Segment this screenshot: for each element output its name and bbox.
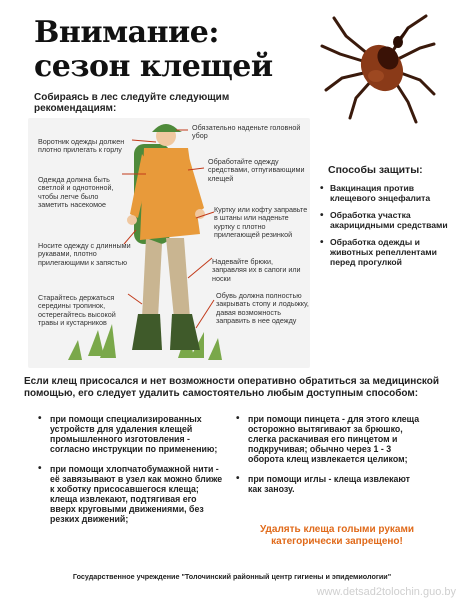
callout-jacket: Куртку или кофту заправьте в штаны или наденьте куртку с плотно прилегающей резинкой (214, 205, 308, 240)
callout-cap: Обязательно наденьте головной убор (192, 123, 301, 141)
callout-repellent: Обработайте одежду средствами, отпугивающими клещей (208, 157, 305, 183)
title-line-2: сезон клещей (34, 49, 273, 84)
page-title (34, 16, 273, 84)
callout-sleeves: Носите одежду с длинными рукавами, плотно прилегающими к запястью (38, 241, 131, 267)
callout-trousers: Надевайте брюки, заправляя их в сапоги или носки (212, 257, 301, 283)
protection-heading: Способы защиты: (328, 164, 423, 176)
callout-collar: Воротник одежды должен плотно прилегать к горлу (38, 137, 125, 155)
callout-shoes: Обувь должна полностью закрывать стопу и лодыжку, давая возможность заправить в нее одежду (216, 291, 309, 326)
warning-text: Удалять клеща голыми руками категорически запрещено! (259, 524, 415, 547)
callout-paths: Старайтесь держаться середины тропинок, остерегайтесь высокой травы и кустарников (38, 293, 116, 328)
title-line-1: Внимание: (34, 15, 219, 50)
removal-method: • при помощи пинцета - для этого клеща осторожно вытягивают за брюшко, слегка раскачивая его пинцетом и подкручивая; обычно через 1 - 3 оборота клещ извлекается целиком; (232, 414, 422, 464)
removal-method: • при помощи хлопчатобумажной нити - её завязывают в узел как можно ближе к хоботку присосавшегося клеща; клеща извлекают, подтягивая его вверх круговыми движениями, без резких движений; (34, 464, 224, 524)
removal-intro: Если клещ присосался и нет возможности оперативно обратиться за медицинской помощью, его следует удалить самостоятельно любым доступным способом: (24, 376, 440, 399)
callout-clothes-color: Одежда должна быть светлой и однотонной, чтобы легче было заметить насекомое (38, 175, 114, 210)
removal-method: • при помощи специализированных устройств для удаления клещей промышленного изготовления - согласно инструкции по применению; (34, 414, 224, 454)
protection-item: • Обработка участка акарицидными средствами (318, 211, 448, 230)
footer-organization: Государственное учреждение "Толочинский районный центр гигиены и эпидемиологии" (72, 572, 392, 581)
protection-list (318, 184, 448, 267)
protection-item: • Вакцинация против клещевого энцефалита (318, 184, 448, 203)
removal-methods-left (34, 414, 224, 534)
watermark: www.detsad2tolochin.guo.by (316, 586, 456, 598)
protection-methods (318, 164, 448, 275)
protection-item: • Обработка одежды и животных репеллентами перед прогулкой (318, 238, 448, 267)
hiker-scene (28, 118, 310, 368)
intro-text: Собираясь в лес следуйте следующим рекомендациям: (34, 92, 230, 114)
removal-method: • при помощи иглы - клеща извлекают как занозу. (232, 474, 422, 494)
tick-illustration (316, 6, 436, 126)
removal-methods-right (232, 414, 422, 504)
